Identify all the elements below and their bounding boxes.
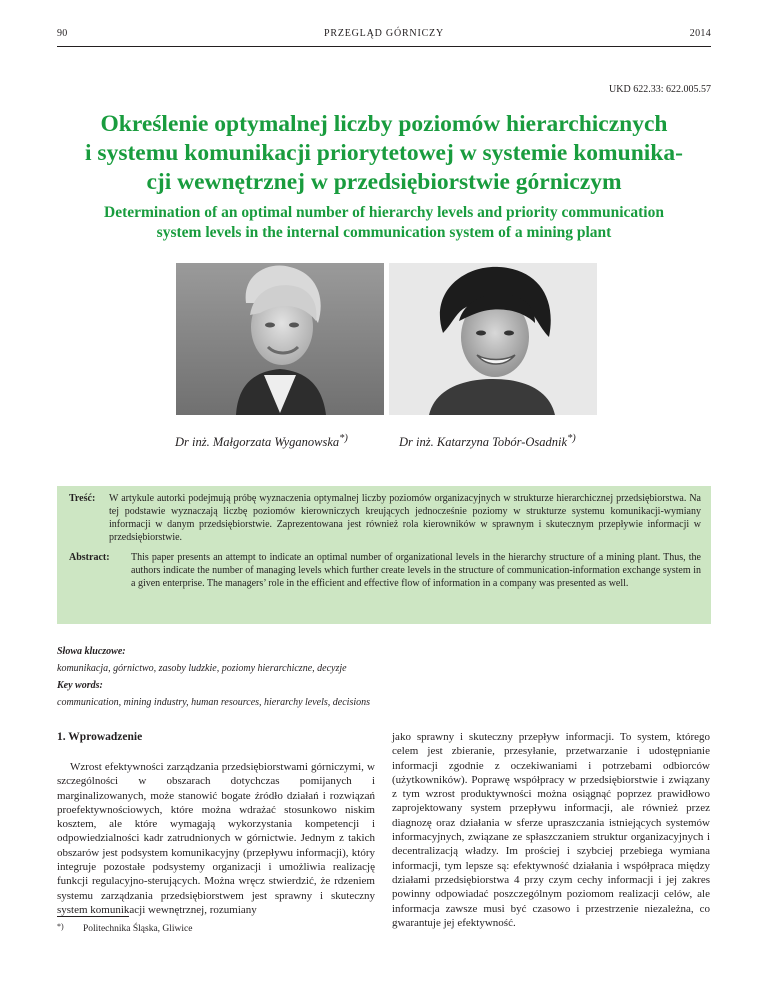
- ukd-code: UKD 622.33: 622.005.57: [609, 84, 711, 95]
- keywords-en-label: Key words:: [57, 680, 103, 691]
- keywords-pl-text: komunikacja, górnictwo, zasoby ludzkie, poziomy hierarchiczne, decyzje: [57, 663, 347, 674]
- author-photo-2: [389, 263, 597, 415]
- footnote-mark: *): [57, 922, 64, 931]
- author-name-1: [175, 433, 348, 450]
- page-number: 90: [57, 28, 68, 39]
- keywords-pl-label: Słowa kluczowe:: [57, 646, 126, 657]
- portrait-illustration: [176, 263, 384, 415]
- article-title-polish: [40, 110, 728, 197]
- article-title-english: [40, 203, 728, 242]
- title-pl-line: cji wewnętrznej w przedsiębiorstwie górniczym: [146, 169, 622, 195]
- journal-name: PRZEGLĄD GÓRNICZY: [324, 28, 444, 39]
- abstract-box: [57, 486, 711, 624]
- section-heading: 1. Wprowadzenie: [57, 731, 143, 743]
- author-name-text: Dr inż. Katarzyna Tobór-Osadnik: [399, 435, 568, 450]
- abstract-pl-label: Treść:: [69, 493, 96, 504]
- body-text-left-column: Wzrost efektywności zarządzania przedsiębiorstwami górniczymi, w szczególności w obszarach dotychczas pomijanych i marginalizowanych, może stanowić bogate źródło działań i rozwiązań proefektywnościowych, które można wdrażać stosunkowo niskim kosztem, ale które wymagają wykorzystania kompetencji i odpowiedzialności kadr zatrudnionych w górnictwie. Jednym z takich obszarów jest podsystem komunikacyjny (przepływu informacji), który integruje pozostałe podsystemy organizacji i umożliwia realizację funkcji regulacyjno-sterujących. Można wręcz stwierdzić, że rdzeniem systemu zarządzania przedsiębiorstwem jest sprawny i skuteczny system komunikacji wewnętrznej, rozumiany: [57, 761, 375, 916]
- abstract-en-label: Abstract:: [69, 552, 110, 563]
- footnote-rule: [57, 916, 129, 917]
- keywords-en-text: communication, mining industry, human resources, hierarchy levels, decisions: [57, 697, 371, 708]
- author-affiliation-mark: *): [339, 433, 348, 444]
- abstract-en-text: This paper presents an attempt to indicate an optimal number of organizational levels in the hierarchy structure of a mining plant. Thus, the authors indicate the number of managing levels which further create levels in the structure of communication-information exchange system in a given enterprise. The managers’ role in the efficient and effective flow of information in a company was presented as well.: [131, 552, 701, 589]
- author-photo-1: [176, 263, 384, 415]
- title-pl-line: i systemu komunikacji priorytetowej w systemie komunika-: [85, 140, 683, 166]
- title-en-line: Determination of an optimal number of hierarchy levels and priority communication: [104, 204, 664, 221]
- title-pl-line: Określenie optymalnej liczby poziomów hierarchicznych: [100, 111, 668, 137]
- footnote-text: Politechnika Śląska, Gliwice: [83, 924, 193, 934]
- abstract-pl-text: W artykule autorki podejmują próbę wyznaczenia optymalnej liczby poziomów organizacyjnych w strukturze hierarchicznej przedsiębiorstwa. Na tej podstawie wyznaczają liczbę poziomów kierowniczych kreujących jednocześnie poziomy w strukturze systemu komunikacji-wymiany informacji w danym przedsiębiorstwie. Zaprezentowana jest również rola kierowników w sprawnym i skutecznym przepływie informacji w przedsiębiorstwie.: [109, 493, 701, 543]
- author-affiliation-mark: *): [567, 433, 576, 444]
- body-text-right-column: jako sprawny i skuteczny przepływ informacji. To system, którego celem jest zbieranie, przesyłanie, przetwarzanie i udostępnianie informacji zgodnie z oczekiwaniami i potrzebami odbiorców (użytkowników). Poprawę współpracy w przedsiębiorstwie i związany z tym wzrost produktywności można osiągnąć poprzez prawidłowo zaprojektowany system przepływu informacji, ale również przez diagnozę oraz działania w sferze upraszczania istniejących systemów informacyjnych, związane ze spłaszczaniem struktur organizacyjnych i decentralizacją władzy. Im prościej i szybciej przebiega wymiana informacji, tym lepsze są: efektywność działania i współpraca między działami przedsiębiorstwa 4 przy czym cechy informacji i jej zakres powinny odpowiadać poszczególnym poziomom realizacji celów, ale informacja zawsze musi być czasowo i przestrzenie niezależna, co gwarantuje jej efektywność.: [392, 731, 710, 929]
- publication-year: 2014: [689, 28, 711, 39]
- author-name-text: Dr inż. Małgorzata Wyganowska: [175, 435, 340, 450]
- author-name-2: [399, 433, 576, 450]
- header-rule: [57, 46, 711, 47]
- title-en-line: system levels in the internal communication system of a mining plant: [156, 223, 612, 241]
- running-header: [57, 22, 711, 40]
- portrait-illustration: [389, 263, 597, 415]
- abstract-english: [69, 551, 701, 590]
- abstract-polish: [69, 492, 701, 544]
- footnote: [57, 922, 193, 934]
